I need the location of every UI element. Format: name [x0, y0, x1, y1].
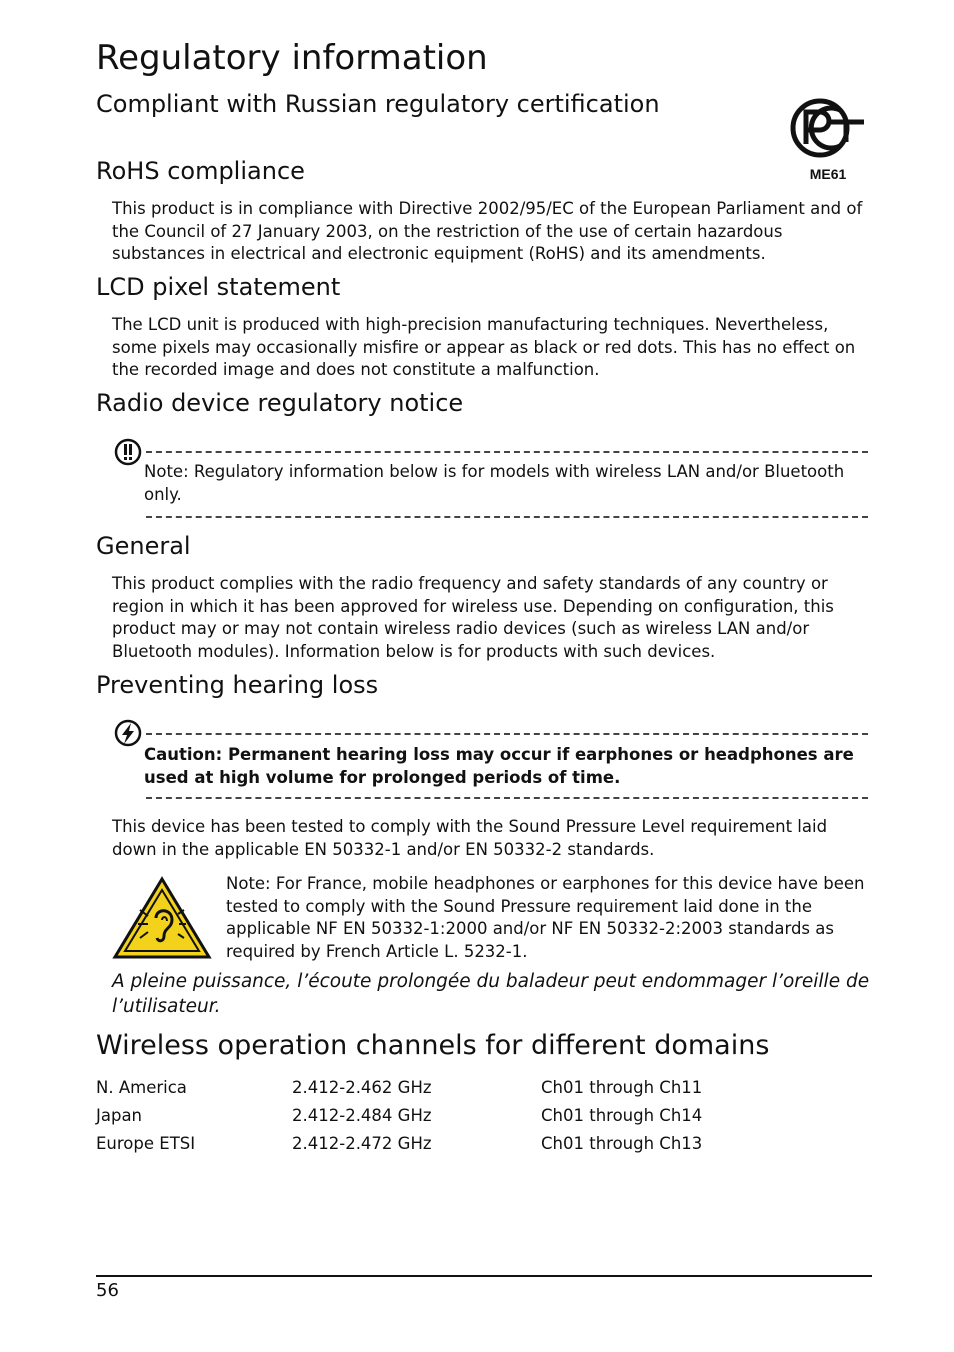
note-icon-wrap: [114, 438, 144, 472]
wireless-heading: Wireless operation channels for different domains: [96, 1030, 770, 1061]
france-note: [226, 873, 870, 963]
exclamation-circle-icon: [114, 438, 144, 468]
domain-cell: N. America: [96, 1078, 187, 1097]
lightning-circle-icon: [114, 719, 144, 749]
page-number: 56: [96, 1280, 119, 1301]
channels-cell: Ch01 through Ch13: [541, 1134, 703, 1153]
caution-icon-wrap: [114, 719, 144, 753]
general-paragraph: This product complies with the radio frequency and safety standards of any country or region in which it has been approved for wireless use. Depending on configuration, this product may or may not contain wireless radio devices (such as wireless LAN and/or Bluetooth modules). Information below is for products with such devices.: [112, 574, 834, 661]
domain-cell: Japan: [96, 1106, 143, 1125]
radio-note: [144, 461, 870, 506]
channels-cell: Ch01 through Ch11: [541, 1078, 703, 1097]
rohs-heading: RoHS compliance: [96, 157, 305, 185]
gost-r-mark-icon: [790, 98, 866, 160]
hearing-tested-paragraph: This device has been tested to comply with the Sound Pressure Level requirement laid down in the applicable EN 50332-1 and/or EN 50332-2 standards.: [112, 817, 828, 859]
channels-cell: Ch01 through Ch14: [541, 1106, 703, 1125]
note-divider-bottom: [146, 516, 868, 518]
general-heading: General: [96, 532, 191, 560]
hearing-caution: Caution: Permanent hearing loss may occur if earphones or headphones are used at high volume for prolonged periods of time.: [144, 745, 854, 787]
russian-heading: Compliant with Russian regulatory certification: [96, 90, 660, 118]
caution-divider-bottom: [146, 797, 868, 799]
france-note-text: For France, mobile headphones or earphones for this device have been tested to comply with the Sound Pressure requirement laid done in the applicable NF EN 50332-1:2000 and/or NF EN 50332-2:2003 standards as required by French Article L. 5232-1.: [226, 874, 865, 961]
note-divider-top: [146, 451, 868, 453]
table-row: [96, 1105, 872, 1133]
gost-r-code: ME61: [809, 166, 847, 182]
radio-note-label: Note: [144, 462, 184, 481]
range-cell: 2.412-2.472 GHz: [292, 1134, 432, 1153]
domain-cell: Europe ETSI: [96, 1134, 196, 1153]
range-cell: 2.412-2.462 GHz: [292, 1078, 432, 1097]
lcd-heading: LCD pixel statement: [96, 273, 341, 301]
lcd-paragraph: The LCD unit is produced with high-precision manufacturing techniques. Nevertheless, some pixels may occasionally misfire or appear as black or red dots. This has no effect on the recorded image and does not constitute a malfunction.: [112, 315, 856, 380]
gost-r-mark: [790, 98, 866, 188]
french-warning: A pleine puissance, l’écoute prolongée du baladeur peut endommager l’oreille de l’utilisateur.: [112, 971, 870, 1017]
rohs-paragraph: This product is in compliance with Directive 2002/95/EC of the European Parliament and of the Council of 27 January 2003, on the restriction of the use of certain hazardous substances in electrical and electronic equipment (RoHS) and its amendments.: [112, 199, 863, 264]
range-cell: 2.412-2.484 GHz: [292, 1106, 432, 1125]
radio-heading: Radio device regulatory notice: [96, 389, 464, 417]
hearing-warning-triangle-icon: [112, 876, 212, 960]
channels-table: [96, 1077, 872, 1161]
france-note-label: Note:: [226, 874, 271, 893]
hearing-heading: Preventing hearing loss: [96, 671, 379, 699]
caution-divider-top: [146, 733, 868, 735]
page-title: Regulatory information: [96, 38, 488, 78]
hearing-warning-wrap: [112, 876, 212, 964]
radio-note-text: : Regulatory information below is for models with wireless LAN and/or Bluetooth only.: [144, 462, 845, 504]
footer-rule: [96, 1275, 872, 1277]
table-row: [96, 1133, 872, 1161]
table-row: [96, 1077, 872, 1105]
